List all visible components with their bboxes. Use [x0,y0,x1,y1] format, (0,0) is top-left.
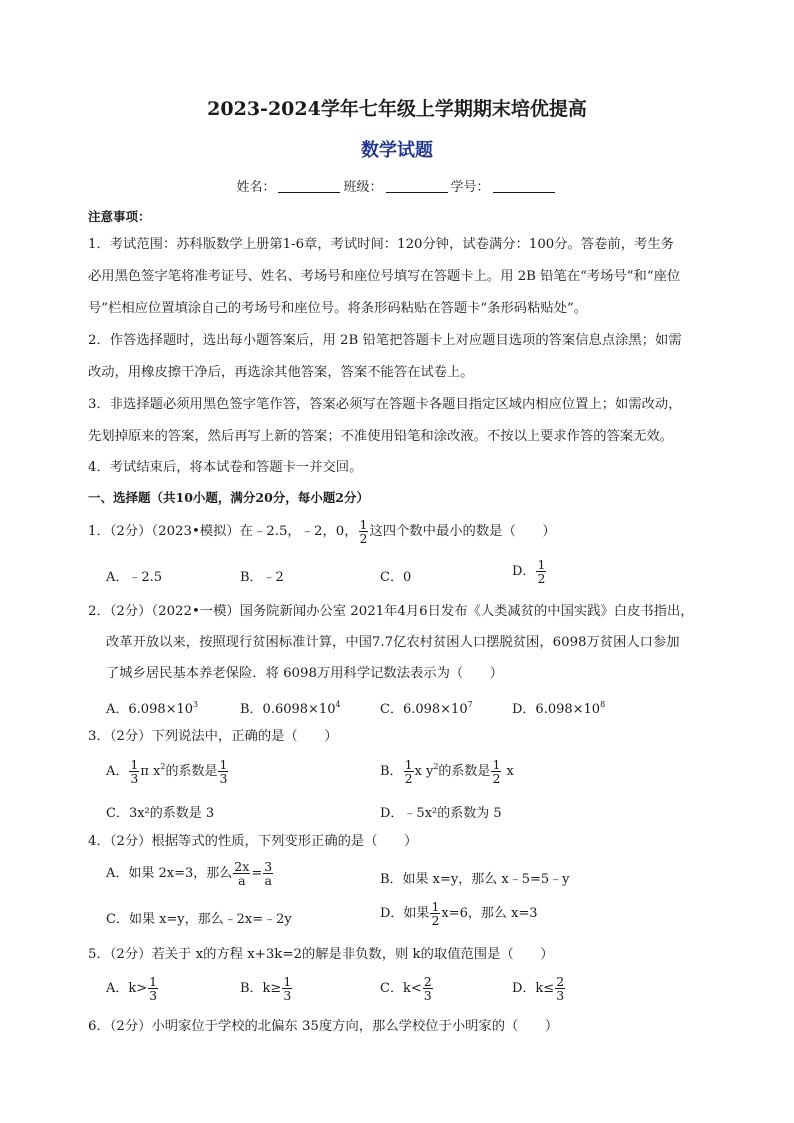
q2-option-b[interactable] [240,698,341,717]
q3-b-text: 的系数是 [438,764,491,779]
q3-b-answer-den: 2 [492,771,501,786]
q3-a-answer-den: 3 [219,771,228,786]
q5-d-den: 3 [556,988,565,1003]
q4-d-num: 1 [431,899,440,914]
q5-option-b[interactable] [240,975,293,1002]
q2-b-exponent: 4 [335,700,341,709]
q1-stem-end: 这四个数中最小的数是（ ） [369,524,556,539]
q5-option-d[interactable] [512,975,566,1002]
q4-a-right-num: 3 [264,859,273,874]
q2-c-exponent: 7 [467,700,473,709]
q3-b-tail: x [506,764,514,779]
q2-a-text: A．6.098×10 [106,702,194,717]
q4-option-b[interactable]: B．如果 x=y，那么 x﹣5=5﹣y [380,872,570,887]
q3-a-answer-fraction [218,758,228,785]
q5-a-text: A．k> [106,981,148,996]
q1-d-label: D． [512,564,536,579]
question-1-stem [88,518,556,545]
q3-a-coef-fraction [129,758,139,785]
exam-subtitle: 数学试题 [361,140,433,161]
question-2-line-1: 2．（2分）（2022•一模）国务院新闻办公室 2021年4月6日发布《人类减贫的中国实践》白皮书指出， [88,604,694,619]
student-id-label: 学号： [450,180,490,195]
q3-a-exponent: 2 [160,762,166,771]
q2-option-d[interactable] [512,698,605,717]
q5-d-fraction [555,975,565,1002]
q2-d-exponent: 8 [600,700,606,709]
name-label: 姓名： [236,180,276,195]
q4-a-left-num: 2x [234,859,250,874]
q4-d-text-end: x=6，那么 x=3 [441,906,538,921]
q3-b-coef-den: 2 [404,771,413,786]
q2-b-text: B．0.6098×10 [240,702,336,717]
q4-a-text: A．如果 2x=3，那么 [106,866,233,881]
q1-option-b[interactable]: B．﹣2 [240,570,284,585]
q1-d-num: 1 [537,557,546,572]
question-6-stem: 6．（2分）小明家位于学校的北偏东 35度方向，那么学校位于小明家的（ ） [88,1019,559,1034]
q2-option-a[interactable] [106,698,198,717]
q3-a-answer-num: 1 [219,757,228,772]
class-label: 班级： [343,180,383,195]
q1-d-fraction [536,558,546,585]
q3-b-coef-num: 1 [404,757,413,772]
q1-frac-num: 1 [359,517,368,532]
q3-a-label: A． [106,764,129,779]
q3-option-a[interactable] [106,758,229,785]
q5-b-fraction [282,975,292,1002]
student-info-line [0,176,794,195]
q4-d-text-start: D．如果 [380,906,430,921]
q2-a-exponent: 3 [193,700,199,709]
notes-heading: 注意事项： [88,209,151,224]
q5-b-den: 3 [283,988,292,1003]
name-blank[interactable] [278,179,340,193]
q5-c-den: 3 [423,988,432,1003]
q3-option-b[interactable] [380,758,514,785]
q1-frac-den: 2 [359,531,368,546]
q1-fraction [359,518,369,545]
q2-c-text: C．6.098×10 [380,702,468,717]
question-4-stem: 4．（2分）根据等式的性质，下列变形正确的是（ ） [88,834,418,849]
q3-a-text: 的系数是 [165,764,218,779]
q3-a-coef-num: 1 [130,757,139,772]
note-3-line-2: 先划掉原来的答案，然后再写上新的答案；不准使用铅笔和涂改液。不按以上要求作答的答案无效。 [88,429,674,444]
q3-b-answer-num: 1 [492,757,501,772]
question-5-stem: 5．（2分）若关于 x的方程 x+3k=2的解是非负数，则 k的取值范围是（ ） [88,947,554,962]
q5-c-text: C．k< [380,981,422,996]
q3-option-c[interactable]: C．3x²的系数是 3 [106,806,215,821]
q5-d-num: 2 [556,974,565,989]
q4-option-a[interactable] [106,860,274,887]
q1-d-den: 2 [537,571,546,586]
question-2-line-3: 了城乡居民基本养老保险．将 6098万用科学记数法表示为（ ） [106,666,504,681]
q1-option-a[interactable]: A．﹣2.5 [106,570,163,585]
note-1-line-3: 号”栏相应位置填涂自己的考场号和座位号。将条形码粘贴在答题卡“条形码粘贴处”。 [88,301,588,316]
q1-option-c[interactable]: C．0 [380,570,412,585]
q3-b-label: B． [380,764,403,779]
note-1-line-1: 1．考试范围：苏科版数学上册第1-6章，考试时间：120分钟，试卷满分：100分。答卷前，考生务 [88,237,674,252]
question-2-line-2: 改革开放以来，按照现行贫困标准计算，中国7.7亿农村贫困人口摆脱贫困，6098万贫困人口参加 [106,635,680,650]
note-3-line-1: 3．非选择题必须用黑色签字笔作答，答案必须写在答题卡各题目指定区域内相应位置上；如需改动， [88,397,682,412]
q3-a-coef-den: 3 [130,771,139,786]
q1-stem-start: 1．（2分）（2023•模拟）在﹣2.5，﹣2，0， [88,524,358,539]
q3-b-exponent: 2 [433,762,439,771]
q5-option-c[interactable] [380,975,434,1002]
q2-d-text: D．6.098×10 [512,702,601,717]
q4-a-left-fraction [233,860,250,887]
q1-option-d[interactable] [512,558,547,585]
q5-a-fraction [148,975,158,1002]
q3-b-answer-fraction [491,758,501,785]
q4-d-fraction [430,900,440,927]
q5-c-num: 2 [423,974,432,989]
q4-a-right-den: a [264,873,272,888]
q4-a-right-fraction [263,860,273,887]
q4-option-d[interactable] [380,900,538,927]
section-1-heading: 一、选择题（共10小题，满分20分，每小题2分） [88,490,369,505]
student-id-blank[interactable] [493,179,555,193]
q5-b-text: B．k≥ [240,981,282,996]
note-2-line-1: 2．作答选择题时，选出每小题答案后，用 2B 铅笔把答题卡上对应题目选项的答案信息点涂黑；如需 [88,333,682,348]
q5-a-den: 3 [149,988,158,1003]
q4-a-left-den: a [238,873,246,888]
q5-b-num: 1 [283,974,292,989]
q5-c-fraction [423,975,433,1002]
q5-a-num: 1 [149,974,158,989]
note-2-line-2: 改动，用橡皮擦干净后，再选涂其他答案，答案不能答在试卷上。 [88,365,474,380]
q5-d-text: D．k≤ [512,981,555,996]
q4-option-c[interactable]: C．如果 x=y，那么﹣2x=﹣2y [106,912,292,927]
question-3-stem: 3．（2分）下列说法中，正确的是（ ） [88,729,338,744]
note-4: 4．考试结束后，将本试卷和答题卡一并交回。 [88,460,363,475]
q3-option-d[interactable]: D．﹣5x²的系数为 5 [380,806,502,821]
q4-d-den: 2 [431,913,440,928]
q3-b-coef-fraction [404,758,414,785]
q5-option-a[interactable] [106,975,159,1002]
exam-title: 2023-2024学年七年级上学期期末培优提高 [207,98,587,120]
q3-a-term: π x [140,764,161,779]
q2-option-c[interactable] [380,698,473,717]
q4-a-equals: = [251,866,263,881]
q3-b-term: x y [414,764,434,779]
note-1-line-2: 必用黑色签字笔将准考证号、姓名、考场号和座位号填写在答题卡上。用 2B 铅笔在“考场号”和“座位 [88,269,681,284]
class-blank[interactable] [386,179,448,193]
